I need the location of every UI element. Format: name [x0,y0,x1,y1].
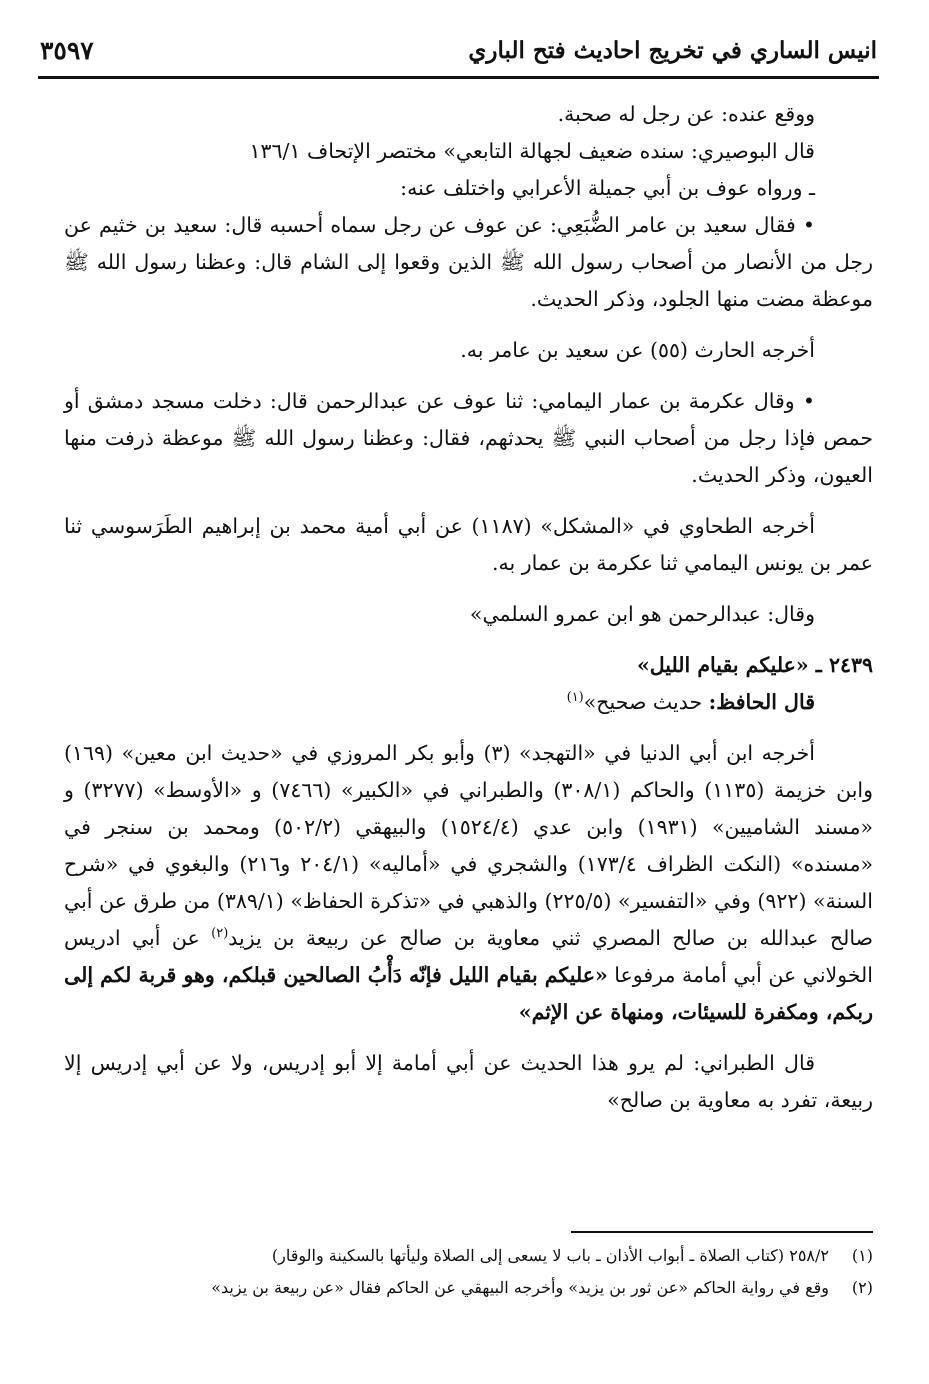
paragraph-10: قال الطبراني: لم يرو هذا الحديث عن أبي أمامة إلا أبو إدريس، ولا عن أبي إدريس إلا ربيعة، تفرد به معاوية بن صالح» [64,1051,873,1112]
paragraph-1: ووقع عنده: عن رجل له صحبة. [557,102,815,126]
paragraph-3: ـ ورواه عوف بن أبي جميلة الأعرابي واختلف عنه: [400,176,815,200]
paragraph-2: قال البوصيري: سنده ضعيف لجهالة التابعي» مختصر الإتحاف ١٣٦/١ [249,139,815,163]
footnote-ref-1[interactable]: (١) [566,690,584,706]
footnote-ref-2[interactable]: (٢) [211,926,229,942]
paragraph-9-continued: عن أبي ادريس الخولاني عن أبي أمامة مرفوعا [64,926,873,987]
footnote-text: ٢٥٨/٢ (كتاب الصلاة ـ أبواب الأذان ـ باب لا يسعى إلى الصلاة وليأتها بالسكينة والوقار) [271,1246,829,1265]
paragraph-5: أخرجه الحارث (٥٥) عن سعيد بن عامر به. [460,338,815,362]
footnote-number: (٢) [851,1278,873,1297]
paragraph-7: أخرجه الطحاوي في «المشكل» (١١٨٧) عن أبي أمية محمد بن إبراهيم الطَرَسوسي ثنا عمر بن يونس اليمامي ثنا عكرمة بن عمار به. [64,514,873,575]
footnote-text: وقع في رواية الحاكم «عن ثور بن يزيد» وأخرجه البيهقي عن الحاكم فقال «عن ربيعة بن يزيد» [211,1278,829,1297]
footnotes [52,1240,873,1304]
footnote-number: (١) [851,1246,873,1265]
header-rule [38,76,879,79]
hadith-text: «عليكم بقيام الليل فإنّه دَأْبُ الصالحين قبلكم، وهو قربة لكم إلى ربكم، ومكفرة للسيئات، ومنهاة عن الإثم» [63,963,873,1024]
book-title: انيس الساري في تخريج احاديث فتح الباري [468,36,877,64]
hadith-heading: ٢٤٣٩ ـ «عليكم بقيام الليل» [636,653,873,677]
paragraph-9-text: أخرجه ابن أبي الدنيا في «التهجد» (٣) وأبو بكر المروزي في «حديث ابن معين» (١٦٩) وابن خزيمة (١١٣٥) والحاكم (٣٠٨/١) والطبراني في «الكبير» (٧٤٦٦) و «الأوسط» (٣٢٧٧) و «مسند الشاميين» (١٩٣١) وابن عدي (١٥٢٤/٤) والبيهقي (٥٠٢/٢) ومحمد بن سنجر في «مسنده» (النكت الظراف ١٧٣/٤) والشجري في «أماليه» (٢٠٤/١ و٢١٦) والبغوي في «شرح السنة» (٩٢٢) وفي «التفسير» (٢٢٥/٥) والذهبي في «تذكرة الحفاظ» (٣٨٩/١) من طرق عن أبي صالح عبدالله بن صالح المصري ثني معاوية بن صالح عن ربيعة بن يزيد [64,741,874,950]
page-number: ٣٥٩٧ [40,35,94,65]
paragraph-6: • وقال عكرمة بن عمار اليمامي: ثنا عوف عن عبدالرحمن قال: دخلت مسجد دمشق أو حمص فإذا رجل من أصحاب النبي ﷺ يحدثهم، فقال: وعظنا رسول الله ﷺ موعظة ذرفت منها العيون، وذكر الحديث. [64,389,873,487]
footnote-rule [571,1231,873,1233]
running-header [40,30,877,70]
hafiz-line [64,684,873,721]
main-text [64,96,873,1119]
paragraph-4: • فقال سعيد بن عامر الضُّبَعِي: عن عوف عن رجل سماه أحسبه قال: سعيد بن خثيم عن رجل من الأنصار من أصحاب رسول الله ﷺ الذين وقعوا إلى الشام قال: وعظنا رسول الله ﷺ موعظة مضت منها الجلود، وذكر الحديث. [64,213,873,311]
footnote-1 [52,1240,873,1272]
paragraph-9 [64,735,873,1031]
hafiz-label: قال الحافظ: [708,690,815,714]
hafiz-text: حديث صحيح» [583,690,703,714]
paragraph-8: وقال: عبدالرحمن هو ابن عمرو السلمي» [469,602,815,626]
footnote-2 [52,1272,873,1304]
